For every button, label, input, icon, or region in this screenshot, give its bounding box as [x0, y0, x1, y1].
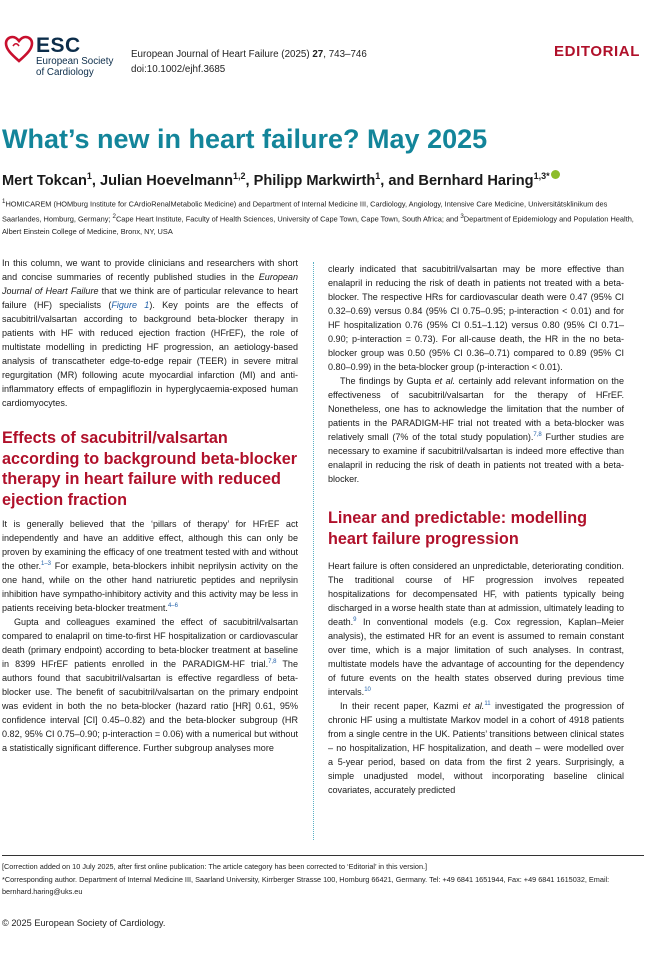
- text: ). Key points are the effects of sacubitril/valsartan according to background beta-blocker therapy in patients with HF with reduced ejection fraction (HFrEF), the role of multistate modelling in predicting HF progression, an aetiology-based analysis of transcatheter edge-to-edge repair (TEER) in severe mitral regurgitation (MR) following acute myocardial infarction (MI) and anti-inflammatory effects of empagliflozin in hyperglycaemia-exposed human cardiomyocytes.: [2, 300, 298, 408]
- affiliation-number: 2: [112, 213, 116, 221]
- author-list: Mert Tokcan$^1$, Julian Hoevelmann$^{1,2}$, Philipp Markwirth$^1$, and Bernhard Haring$^{1,3*}$: [2, 170, 560, 189]
- text: Heart failure is often considered an unpredictable, deteriorating condition. The traditional course of HF progression involves repeated hospitalizations for decompensated HF, with patients typically being discharged in a worse health state than at admission, ultimately leading to death.: [328, 561, 624, 627]
- section-heading: Linear and predictable: modelling heart failure progression: [328, 509, 588, 548]
- body-paragraph: clearly indicated that sacubitril/valsartan may be more effective than enalapril in reducing the risk of death in patients not treated with a beta-blocker. The respective HRs for cardiovascular death were 0.47 (95% CI 0.32–0.69) versus 0.84 (95% CI 0.75–0.95; p-interaction < 0.01) and for HF hospitalization 0.76 (95% CI 0.51–1.12) versus 0.80 (95% CI 0.71–0.90; p-interaction = 0.73). For all-cause death, the HR in the no beta-blocker group was 0.50 (95% CI 0.36–0.71) compared to 0.89 (95% CI 0.80–0.99) in the beta-blocker group (p-interaction < 0.01).: [328, 264, 624, 372]
- citation-link[interactable]: 4–6: [167, 602, 178, 609]
- affiliation-2: Cape Heart Institute, Faculty of Health Sciences, University of Cape Town, Cape Town, South Africa; and: [115, 214, 461, 224]
- corresponding-mark: *: [546, 171, 550, 181]
- body-paragraph: [328, 699, 624, 797]
- author-affiliation: 1,3: [533, 171, 547, 181]
- author-affiliation: 1,2: [233, 171, 246, 181]
- citation-link[interactable]: 7,8: [268, 658, 277, 665]
- esc-logo: [36, 36, 113, 78]
- text: Further studies are necessary to examine if sacubitril/valsartan is indeed more effective than enalapril in reducing the risk of death in patients not treated with a beta-blocker.: [328, 432, 624, 484]
- logo-sub-line-1: European Society: [36, 56, 114, 67]
- logo-name: ESC: [36, 34, 81, 57]
- body-paragraph: [328, 559, 624, 699]
- text: The findings by Gupta: [340, 376, 435, 386]
- footnote-rule: [2, 855, 644, 856]
- body-paragraph: [328, 374, 624, 486]
- section-heading: Effects of sacubitril/valsartan according to background beta-blocker therapy in heart failure with reduced ejection fraction: [2, 429, 298, 509]
- author-name: Bernhard Haring: [418, 172, 534, 189]
- esc-heart-logo-icon: [4, 34, 34, 64]
- text: In their recent paper, Kazmi: [340, 701, 463, 711]
- citation-link[interactable]: 9: [353, 616, 357, 623]
- text: The authors found that sacubitril/valsartan is effective regardless of beta-blocker use. The benefit of sacubitril/valsartan on the primary endpoint was evident in both the no beta-blocker (hazard ratio [HR] 0.61, 95% confidence interval [CI] 0.45–0.82) and the beta-blocker subgroup (HR 0.82, 95% CI 0.75–0.90; p-interaction = 0.06) with a numerical but without a statistically significant difference. Further subgroup analyses more: [2, 659, 298, 753]
- corresponding-author-note: *Corresponding author. Department of Internal Medicine III, Saarland University, Kirrberger Strasse 100, Homburg 66421, Germany. Tel: +49 6841 1651944, Fax: +49 6841 1615032, Email: bernhard.haring@uks.eu: [2, 875, 610, 896]
- text: Gupta and colleagues examined the effect of sacubitril/valsartan compared to enalapril on time-to-first HF hospitalization or cardiovascular death (primary endpoint) according to beta-blocker treatment at baseline in 8399 HFrEF patients enrolled in the PARADIGM-HF trial.: [2, 617, 298, 669]
- logo-sub-line-2: of Cardiology: [36, 67, 94, 78]
- text: investigated the progression of chronic HF using a multistate Markov model in a cohort of 4918 patients from a single centre in the UK. Patients’ transitions between clinical states – no hospitalization, HF hospitalization, and death – were modelled over a 5-year period, based on data from the first 2 years. Surprisingly, a simple unadjusted model, without incorporating baseline clinical covariates, accurately predicted: [328, 701, 624, 795]
- text: certainly add relevant information on the effectiveness of sacubitril/valsartan for the therapy of HFrEF. Nonetheless, one has to acknowledge the limitation that the number of patients in the PARADIGM-HF trial not treated with a beta-blocker was relatively small (7% of the total study population).: [328, 376, 624, 442]
- article-type: EDITORIAL: [554, 43, 640, 60]
- author-name: Philipp Markwirth: [253, 172, 376, 189]
- article-title: What’s new in heart failure? May 2025: [2, 124, 488, 154]
- et-al: et al.: [434, 376, 456, 386]
- journal-volume: 27: [312, 49, 324, 60]
- figure-link[interactable]: Figure 1: [111, 300, 150, 310]
- intro-paragraph: [2, 256, 298, 410]
- journal-citation: [131, 47, 367, 77]
- column-divider: [313, 262, 314, 840]
- text: In conventional models (e.g. Cox regression, Kaplan–Meier analysis), the estimated HR for an event is assumed to remain constant over time, which is a major limitation of such analyses. In contrast, multistate models have the advantage of accounting for the dependency of future events on the health states observed during previous time intervals.: [328, 617, 624, 697]
- et-al: et al.: [462, 701, 485, 711]
- author-affiliation: 1: [86, 171, 92, 181]
- affiliation-3: Department of Epidemiology and Population Health, Albert Einstein College of Medicine, Bronx, NY, USA: [2, 214, 634, 237]
- body-paragraph: [2, 517, 298, 615]
- citation-link[interactable]: 1–3: [41, 560, 52, 567]
- text: It is generally believed that the ‘pillars of therapy’ for HFrEF act independently and have an additive effect, although this can only be proven by examining the efficacy of one treatment tested with and without the other.: [2, 519, 298, 571]
- affiliation-number: 3: [460, 213, 464, 221]
- left-column: [2, 256, 298, 755]
- text: In this column, we want to provide clinicians and researchers with short and concise summaries of recently published studies in the: [2, 258, 298, 282]
- copyright: © 2025 European Society of Cardiology.: [2, 918, 166, 928]
- author-name: Julian Hoevelmann: [100, 172, 234, 189]
- correction-note: [Correction added on 10 July 2025, after first online publication: The article category has been corrected to ‘Editorial’ in this version.]: [2, 862, 428, 871]
- citation-link[interactable]: 7,8: [533, 431, 542, 438]
- body-paragraph: [2, 615, 298, 755]
- journal-name-italic: European Journal of Heart Failure: [2, 272, 298, 296]
- right-column: [328, 262, 624, 797]
- doi[interactable]: doi:10.1002/ejhf.3685: [131, 64, 226, 75]
- affiliation-number: 1: [2, 198, 6, 205]
- author-name: Mert Tokcan: [2, 172, 87, 189]
- author-affiliation: 1: [375, 171, 381, 181]
- affiliation-1: HOMICAREM (HOMburg Institute for CArdioRenalMetabolic Medicine) and Department of Internal Medicine III, Cardiology, Angiology, Intensive Care Medicine, Universitätsklinikum des Saarlandes, Homburg, Germany;: [2, 199, 608, 224]
- journal-pages: , 743–746: [323, 49, 367, 60]
- text: that we think are of particular relevance to heart failure (HF) specialists (: [2, 286, 298, 310]
- citation-link[interactable]: 10: [364, 686, 371, 693]
- journal-name: European Journal of Heart Failure (2025): [131, 49, 313, 60]
- orcid-icon[interactable]: [551, 170, 560, 179]
- text: For example, beta-blockers inhibit neprilysin activity on the one hand, while on the other hand natriuretic peptides and neprilysin inhibition have sympatho-inhibitory activity and this activity may be less in patients receiving beta-blocker treatment.: [2, 561, 298, 613]
- affiliations: [2, 196, 642, 239]
- citation-link[interactable]: 11: [484, 700, 491, 707]
